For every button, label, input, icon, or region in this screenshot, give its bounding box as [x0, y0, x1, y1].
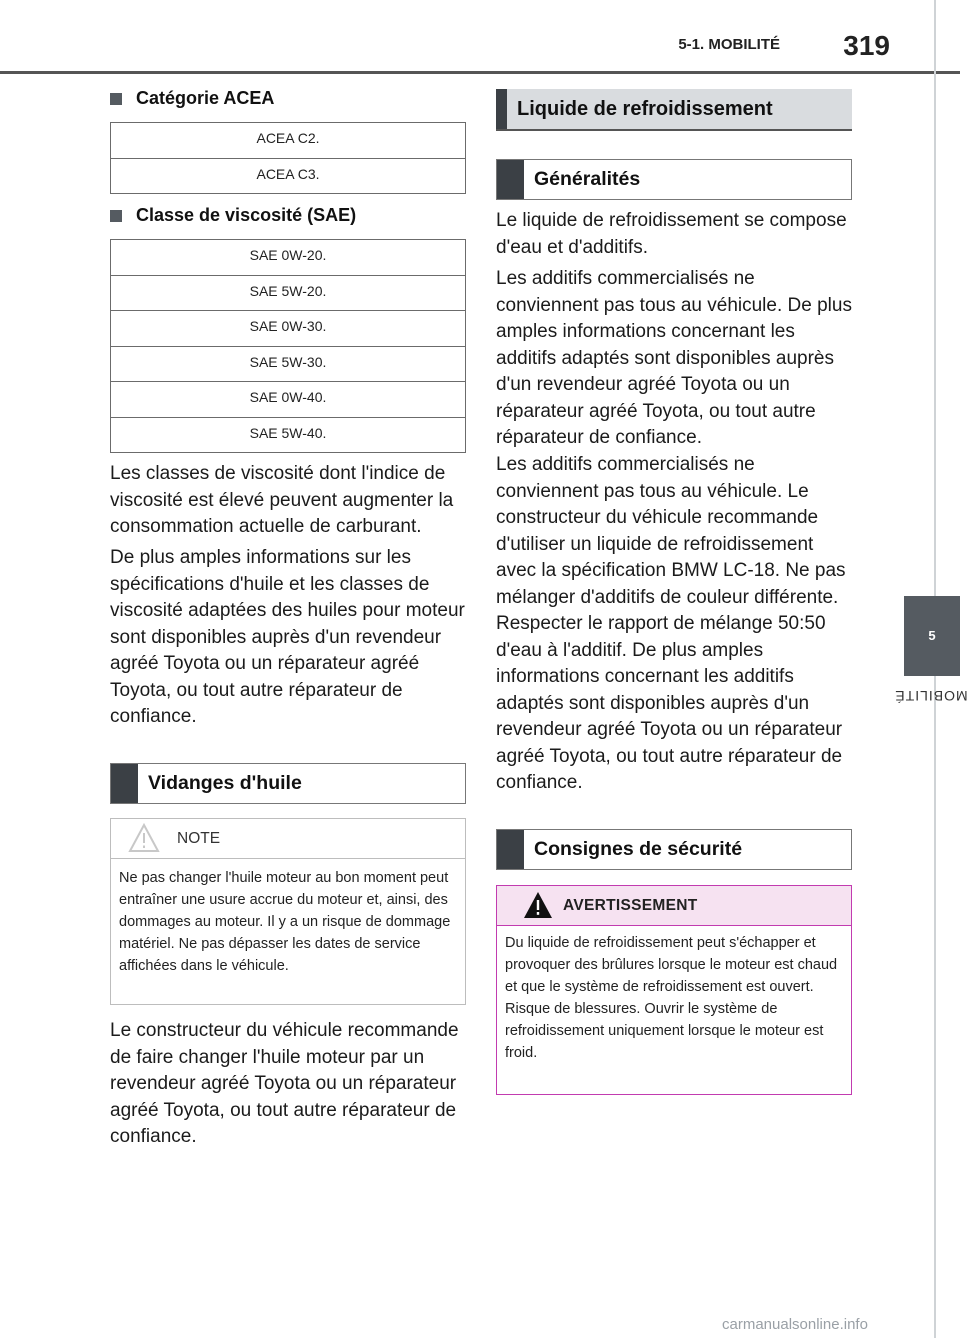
table-cell: SAE 0W-30. [111, 311, 466, 347]
table-row [111, 417, 466, 453]
page-number: 319 [843, 30, 890, 61]
table-cell: SAE 5W-40. [111, 417, 466, 453]
note-label: NOTE [177, 830, 221, 847]
viscosity-paragraph: Les classes de viscosité dont l'indice de viscosité est élevé peuvent augmenter la consommation actuelle de carburant. [110, 463, 454, 537]
table-row [111, 240, 466, 276]
oil-specs-paragraph: De plus amples informations sur les spécifications d'huile et les classes de viscosité adaptées des huiles pour moteur sont disponibles auprès d'un revendeur agréé Toyota ou un réparateur agréé Toyota, ou tout autre réparateur de confiance. [110, 547, 465, 727]
section-title: Consignes de sécurité [534, 838, 743, 860]
note-box [110, 818, 466, 1005]
bullet-square-icon [110, 93, 122, 105]
section-safety [496, 829, 852, 870]
header-rule [0, 71, 960, 74]
section-title: Liquide de refroidissement [517, 97, 773, 120]
table-row [111, 158, 466, 194]
acea-heading-text: Catégorie ACEA [136, 88, 275, 108]
table-cell: SAE 0W-20. [111, 240, 466, 276]
warning-body: Du liquide de refroidissement peut s'échapper et provoquer des brûlures lorsque le moteur est chaud et que le système de refroidissement est ouvert. Risque de blessures. Ouvrir le système de refroidissement uniquement lorsque le moteur est froid. [505, 935, 838, 1061]
note-header [111, 819, 465, 859]
acea-table [110, 122, 466, 194]
section-marker [497, 830, 524, 869]
section-marker [111, 764, 138, 803]
chapter-tab-text: MOBILITÉ [894, 688, 968, 704]
acea-heading [110, 88, 274, 109]
table-row [111, 382, 466, 418]
table-cell: SAE 0W-40. [111, 382, 466, 418]
warning-header [497, 886, 851, 926]
table-row [111, 123, 466, 159]
table-row [111, 346, 466, 382]
table-cell: SAE 5W-30. [111, 346, 466, 382]
table-cell: ACEA C2. [111, 123, 466, 159]
additives-paragraph: Les additifs commercialisés ne conviennent pas tous au véhicule. De plus amples informations concernant les additifs adaptés sont disponibles auprès d'un revendeur agréé Toyota ou un réparateur agréé Toyota, ou tout autre réparateur de confiance. [496, 268, 852, 448]
chapter-tab[interactable]: 5 [904, 596, 960, 676]
sae-table [110, 239, 466, 453]
table-cell: SAE 5W-20. [111, 275, 466, 311]
section-oil-change [110, 763, 466, 804]
caution-triangle-icon [127, 821, 161, 860]
section-general [496, 159, 852, 200]
table-row [111, 311, 466, 347]
section-marker [496, 89, 507, 129]
section-coolant [496, 89, 852, 131]
table-row [111, 275, 466, 311]
section-title: Généralités [534, 168, 641, 190]
section-marker [497, 160, 524, 199]
warning-label: AVERTISSEMENT [563, 897, 698, 914]
chapter-tab-label [894, 688, 968, 808]
table-cell: ACEA C3. [111, 158, 466, 194]
coolant-paragraph: Le liquide de refroidissement se compose d'eau et d'additifs. [496, 210, 847, 258]
watermark: carmanualsonline.info [722, 1316, 868, 1333]
note-body: Ne pas changer l'huile moteur au bon moment peut entraîner une usure accrue du moteur et, ainsi, des dommages au moteur. Il y a un risque de dommage matériel. Ne pas dépasser les dates de service affichées dans le véhicule. [119, 870, 451, 974]
sae-heading [110, 205, 356, 226]
warning-triangle-icon [523, 890, 553, 925]
bullet-square-icon [110, 210, 122, 222]
oil-change-paragraph: Le constructeur du véhicule recommande de faire changer l'huile moteur par un revendeur agréé Toyota ou un réparateur agréé Toyota, ou tout autre réparateur de confiance. [110, 1020, 459, 1147]
warning-box [496, 885, 852, 1095]
running-header-section: 5-1. MOBILITÉ [678, 36, 780, 53]
section-title: Vidanges d'huile [148, 772, 302, 794]
sae-heading-text: Classe de viscosité (SAE) [136, 205, 357, 225]
additives-spec-paragraph: Les additifs commercialisés ne conviennent pas tous au véhicule. Le constructeur du véhicule recommande d'utiliser un liquide de refroidissement avec la spécification BMW LC-18. Ne pas mélanger d'additifs de couleur différente. Respecter le rapport de mélange 50:50 d'eau à l'additif. De plus amples informations concernant les additifs adaptés sont disponibles auprès d'un revendeur agréé Toyota ou un réparateur agréé Toyota, ou tout autre réparateur de confiance. [496, 454, 846, 793]
